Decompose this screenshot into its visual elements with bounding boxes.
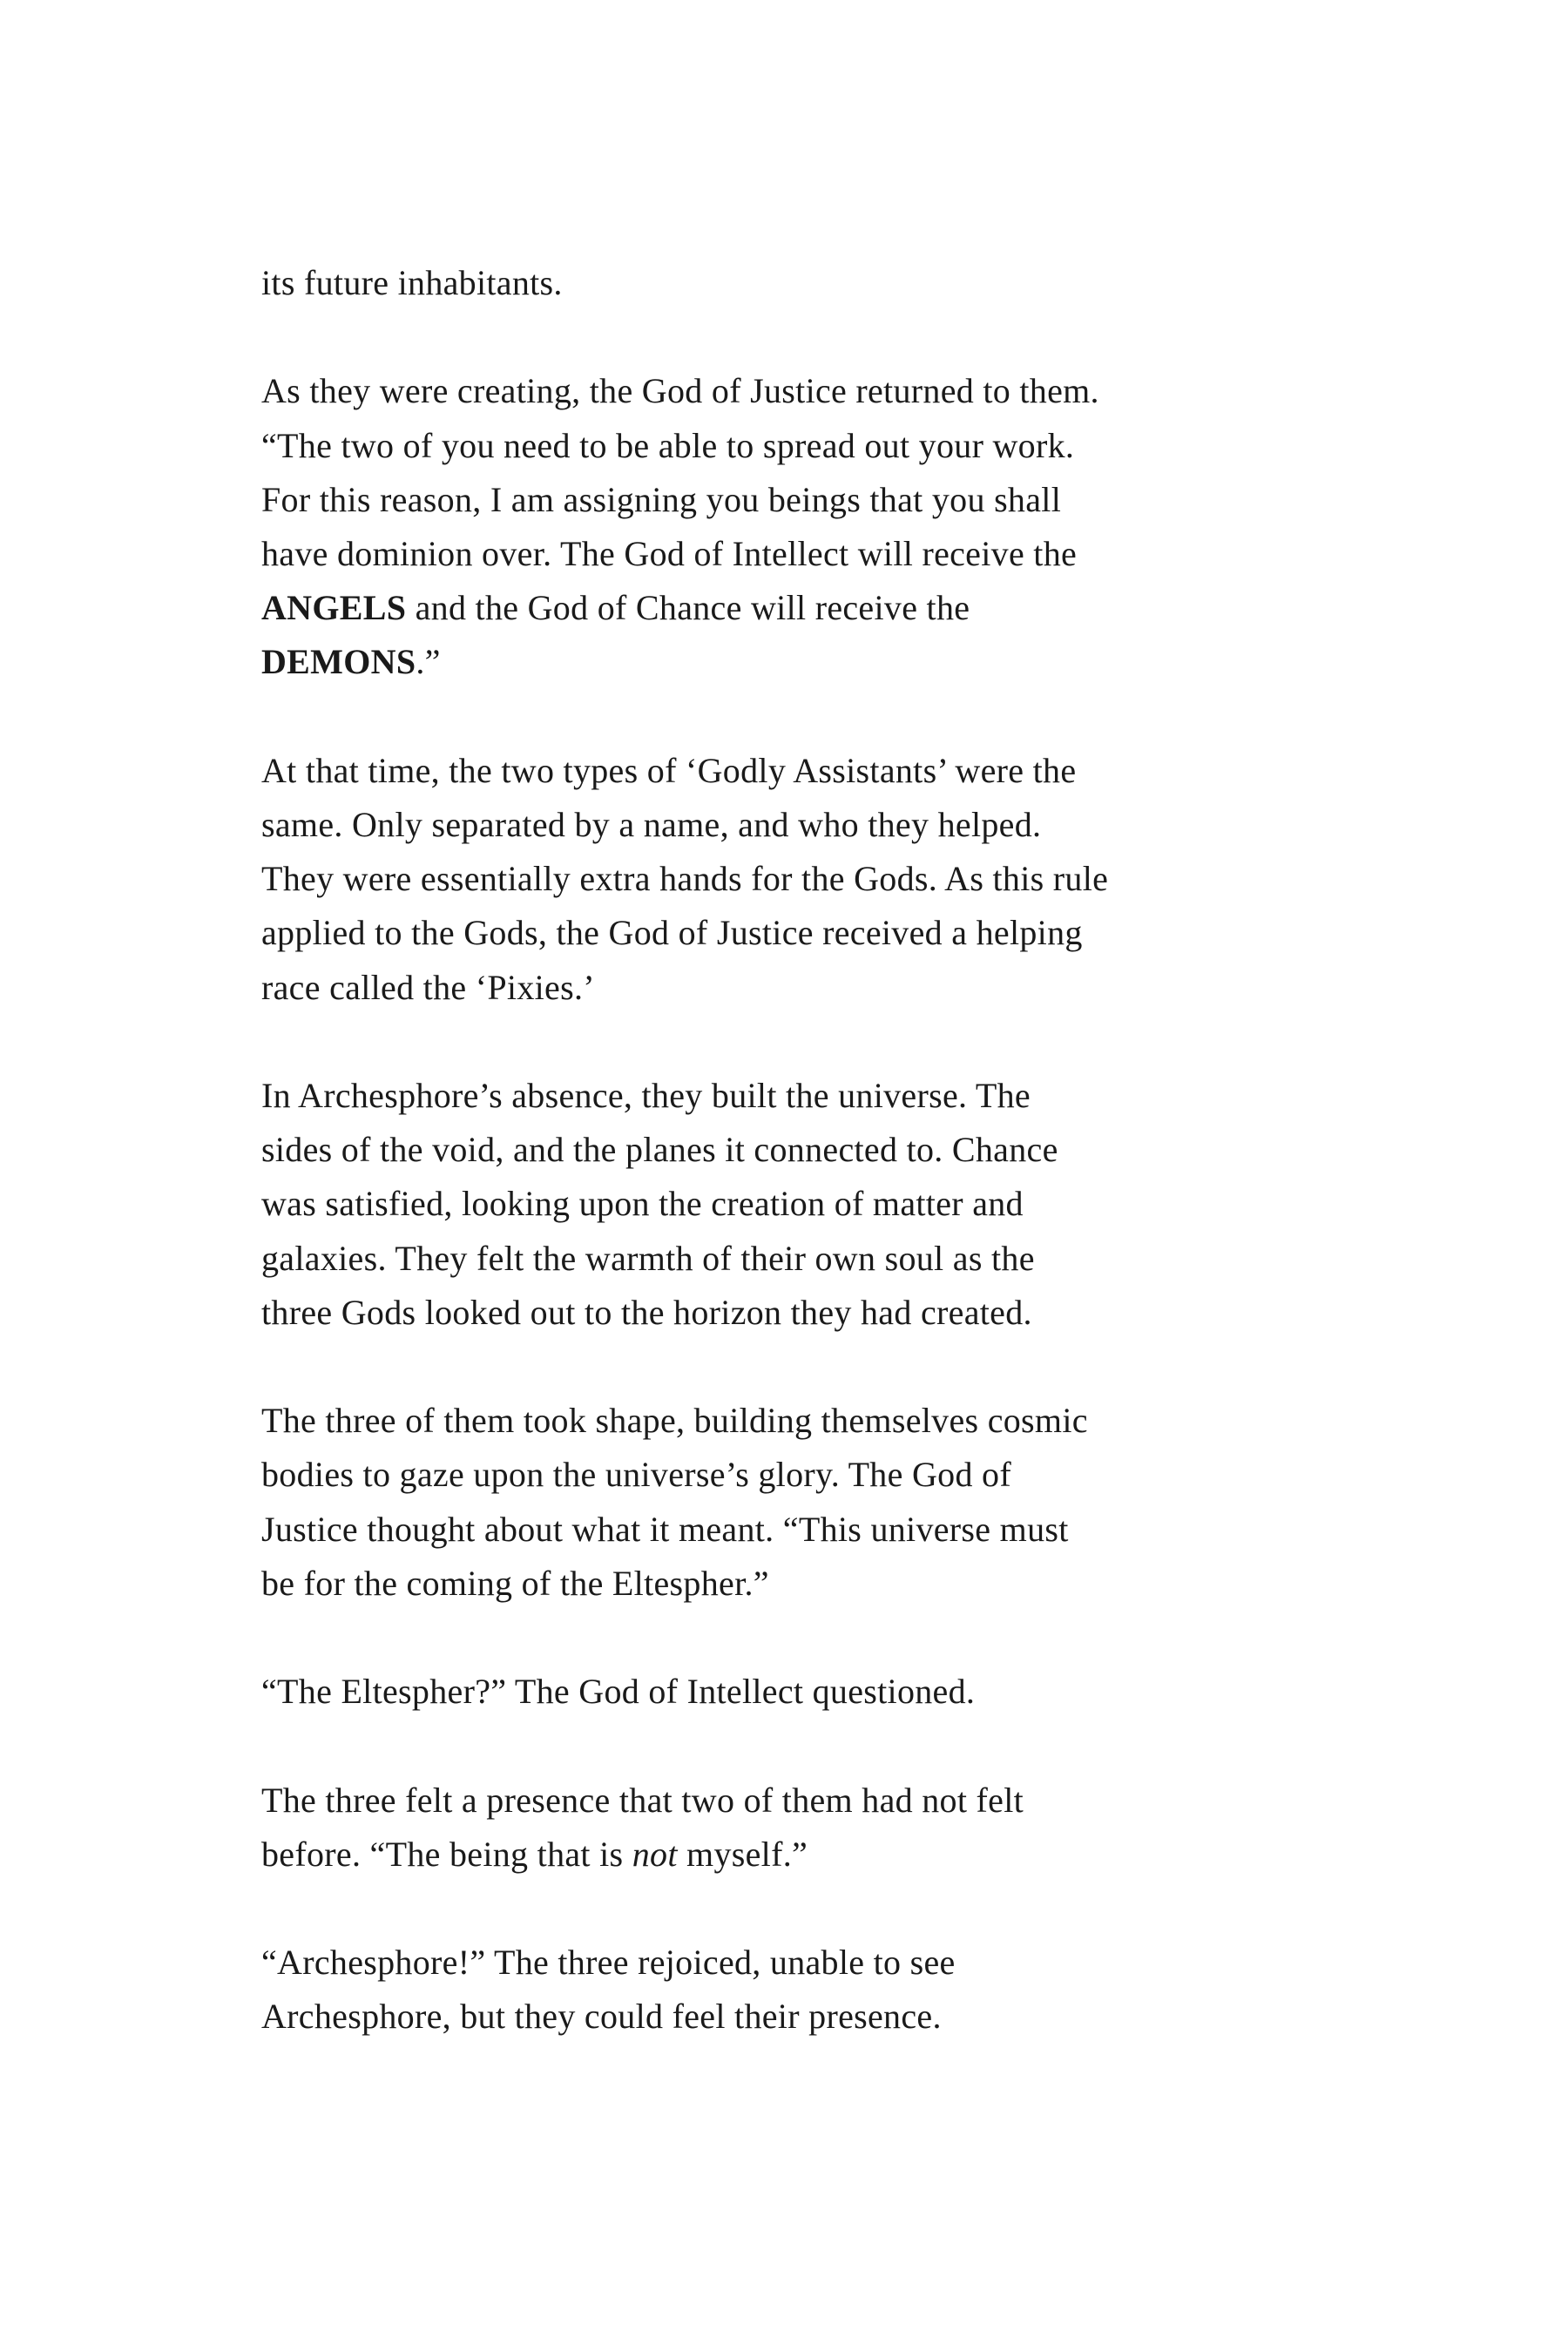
text-segment: was satisfied, looking upon the creation of matter and (261, 1184, 1024, 1224)
text-line (261, 527, 1324, 581)
text-line (261, 1177, 1324, 1231)
text-line (261, 1232, 1324, 1286)
text-segment: “Archesphore!” The three rejoiced, unable to see (261, 1943, 956, 1983)
paragraph (261, 364, 1324, 689)
text-line (261, 1990, 1324, 2044)
text-line (261, 1503, 1324, 1557)
text-line (261, 1394, 1324, 1448)
paragraph (261, 1665, 1324, 1719)
text-segment: .” (416, 642, 441, 682)
text-segment: applied to the Gods, the God of Justice received a helping (261, 913, 1083, 953)
paragraph (261, 744, 1324, 1015)
text-line (261, 581, 1324, 635)
paragraph (261, 1394, 1324, 1611)
text-line (261, 906, 1324, 960)
text-segment: The three of them took shape, building themselves cosmic (261, 1401, 1088, 1441)
text-line (261, 852, 1324, 906)
text-line (261, 419, 1324, 473)
paragraph (261, 1069, 1324, 1340)
text-line (261, 635, 1324, 689)
text-segment: In Archesphore’s absence, they built the universe. The (261, 1076, 1031, 1115)
text-line (261, 1665, 1324, 1719)
text-segment: For this reason, I am assigning you beings that you shall (261, 479, 1062, 519)
text-segment: sides of the void, and the planes it connected to. Chance (261, 1130, 1058, 1170)
paragraph (261, 1936, 1324, 2044)
text-segment: At that time, the two types of ‘Godly Assistants’ were the (261, 750, 1077, 790)
text-segment: galaxies. They felt the warmth of their own soul as the (261, 1238, 1035, 1278)
text-line (261, 1448, 1324, 1502)
text-line (261, 744, 1324, 798)
text-line (261, 1774, 1324, 1828)
text-segment: be for the coming of the Eltespher.” (261, 1563, 769, 1603)
text-segment: myself.” (677, 1834, 808, 1874)
text-segment: Archesphore, but they could feel their presence. (261, 1997, 942, 2037)
text-line (261, 364, 1324, 418)
text-segment: race called the ‘Pixies.’ (261, 967, 595, 1007)
text-segment: As they were creating, the God of Justice returned to them. (261, 371, 1099, 411)
document-page (261, 256, 1324, 2099)
text-line (261, 1557, 1324, 1611)
text-segment: Justice thought about what it meant. “This universe must (261, 1509, 1069, 1549)
text-line (261, 961, 1324, 1015)
text-segment: same. Only separated by a name, and who they helped. (261, 805, 1042, 844)
text-segment: before. “The being that is (261, 1834, 632, 1874)
text-segment: “The two of you need to be able to spread out your work. (261, 425, 1075, 465)
text-segment: have dominion over. The God of Intellect will receive the (261, 534, 1078, 573)
text-line (261, 1069, 1324, 1123)
text-line (261, 1123, 1324, 1177)
text-line (261, 256, 1324, 310)
text-line (261, 1286, 1324, 1340)
text-segment: and the God of Chance will receive the (406, 588, 970, 628)
paragraph (261, 1774, 1324, 1882)
text-segment: “The Eltespher?” The God of Intellect questioned. (261, 1672, 976, 1712)
text-line (261, 1936, 1324, 1990)
bold-text: ANGELS (261, 588, 407, 628)
text-line (261, 473, 1324, 527)
text-segment: three Gods looked out to the horizon they had created. (261, 1292, 1032, 1332)
text-segment: its future inhabitants. (261, 263, 563, 302)
text-line (261, 1828, 1324, 1882)
text-segment: bodies to gaze upon the universe’s glory. The God of (261, 1455, 1011, 1495)
text-line (261, 798, 1324, 852)
text-segment: The three felt a presence that two of them had not felt (261, 1780, 1024, 1820)
bold-text: DEMONS (261, 642, 416, 682)
text-segment: They were essentially extra hands for the Gods. As this rule (261, 859, 1109, 899)
paragraph (261, 256, 1324, 310)
italic-text: not (632, 1834, 678, 1874)
